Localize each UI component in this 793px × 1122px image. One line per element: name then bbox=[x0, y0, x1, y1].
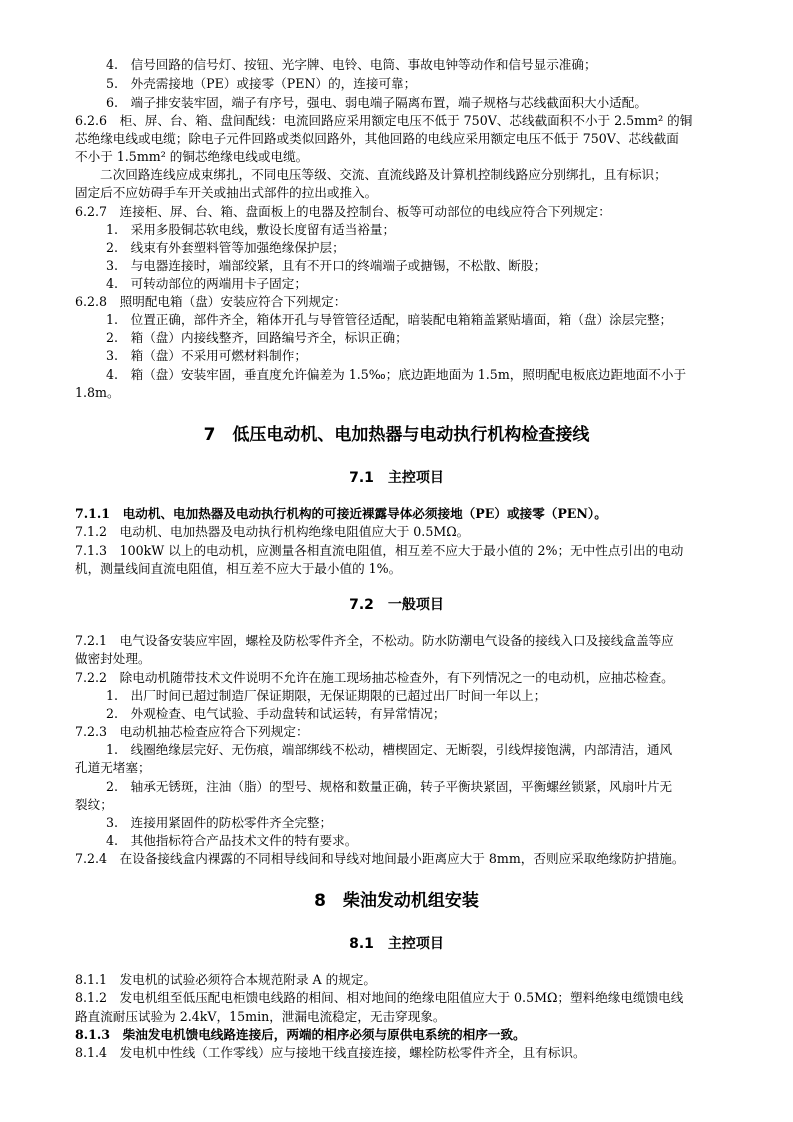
text-line: 6.2.7 连接柜、屏、台、箱、盘面板上的电器及控制台、板等可动部位的电线应符合下列规定： bbox=[75, 204, 611, 219]
text-line: 2. 轴承无锈斑，注油（脂）的型号、规格和数量正确，转子平衡块紧固，平衡螺丝锁紧，风扇叶片无 bbox=[106, 779, 673, 794]
text-line: 芯绝缘电线或电缆；除电子元件回路或类似回路外，其他回路的电线应采用额定电压不低于 750V、芯线截面 bbox=[75, 131, 679, 146]
text-line: 5. 外壳需接地（PE）或接零（PEN）的，连接可靠； bbox=[106, 76, 417, 91]
text-line: 6.2.8 照明配电箱（盘）安装应符合下列规定： bbox=[75, 294, 347, 309]
text-line: 7.2.2 除电动机随带技术文件说明不允许在施工现场抽芯检查外，有下列情况之一的电动机，应抽芯检查。 bbox=[75, 670, 674, 685]
text-line: 1.8m。 bbox=[75, 385, 120, 400]
text-line: 4. 箱（盘）安装牢固，垂直度允许偏差为 1.5‰；底边距地面为 1.5m，照明配电板底边距地面不小于 bbox=[106, 367, 687, 382]
text-line: 3. 与电器连接时，端部绞紧，且有不开口的终端端子或搪锡，不松散、断股； bbox=[106, 258, 547, 273]
text-line: 7.2.3 电动机抽芯检查应符合下列规定： bbox=[75, 724, 309, 739]
text-line: 7.1.3 100kW 以上的电动机，应测量各相直流电阻值，相互差不应大于最小值的 2%；无中性点引出的电动 bbox=[75, 543, 684, 558]
text-line: 1. 线圈绝缘层完好、无伤痕，端部绑线不松动，槽楔固定、无断裂，引线焊接饱满，内部清洁，通风 bbox=[106, 742, 673, 757]
text-line: 裂纹； bbox=[75, 797, 113, 812]
text-line: 8.1.1 发电机的试验必须符合本规范附录 A 的规定。 bbox=[75, 972, 377, 987]
text-line: 1. 出厂时间已超过制造厂保证期限，无保证期限的已超过出厂时间一年以上； bbox=[106, 688, 547, 703]
section-7-title: 7 低压电动机、电加热器与电动执行机构检查接线 bbox=[203, 425, 590, 445]
text-line: 4. 可转动部位的两端用卡子固定； bbox=[106, 276, 307, 291]
text-line: 孔道无堵塞； bbox=[75, 760, 151, 775]
text-line: 7.1.1 电动机、电加热器及电动执行机构的可接近裸露导体必须接地（PE）或接零（PEN）。 bbox=[75, 506, 607, 521]
text-line: 2. 外观检查、电气试验、手动盘转和试运转，有异常情况； bbox=[106, 706, 446, 721]
text-line: 固定后不应妨碍手车开关或抽出式部件的拉出或推入。 bbox=[75, 185, 378, 200]
text-line: 不小于 1.5mm² 的铜芯绝缘电线或电缆。 bbox=[75, 149, 309, 164]
text-line: 8.1.2 发电机组至低压配电柜馈电线路的相间、相对地间的绝缘电阻值应大于 0.5MΩ；塑料绝缘电缆馈电线 bbox=[75, 990, 684, 1005]
text-line: 7.2.4 在设备接线盒内裸露的不同相导线间和导线对地间最小距离应大于 8mm，否则应采取绝缘防护措施。 bbox=[75, 851, 685, 866]
text-line: 2. 线束有外套塑料管等加强绝缘保护层； bbox=[106, 240, 345, 255]
text-line: 3. 箱（盘）不采用可燃材料制作； bbox=[106, 348, 307, 363]
text-line: 1. 位置正确，部件齐全，箱体开孔与导管管径适配，暗装配电箱箱盖紧贴墙面，箱（盘）涂层完整； bbox=[106, 312, 673, 327]
text-line: 2. 箱（盘）内接线整齐，回路编号齐全，标识正确； bbox=[106, 330, 408, 345]
text-line: 8.1.4 发电机中性线（工作零线）应与接地干线直接连接，螺栓防松零件齐全，且有标识。 bbox=[75, 1045, 586, 1060]
text-line: 路直流耐压试验为 2.4kV，15min，泄漏电流稳定，无击穿现象。 bbox=[75, 1009, 446, 1024]
text-line: 1. 采用多股铜芯软电线，敷设长度留有适当裕量； bbox=[106, 222, 396, 237]
text-line: 3. 连接用紧固件的防松零件齐全完整； bbox=[106, 815, 333, 830]
section-7-1-title: 7.1 主控项目 bbox=[349, 470, 444, 486]
text-line: 7.2.1 电气设备安装应牢固，螺栓及防松零件齐全，不松动。防水防潮电气设备的接线入口及接线盒盖等应 bbox=[75, 633, 674, 648]
text-line: 7.1.2 电动机、电加热器及电动执行机构绝缘电阻值应大于 0.5MΩ。 bbox=[75, 524, 470, 539]
text-line: 4. 信号回路的信号灯、按钮、光字牌、电铃、电筒、事故电钟等动作和信号显示准确； bbox=[106, 57, 597, 72]
text-line: 8.1.3 柴油发电机馈电线路连接后，两端的相序必须与原供电系统的相序一致。 bbox=[75, 1027, 526, 1042]
text-line: 6.2.6 柜、屏、台、箱、盘间配线：电流回路应采用额定电压不低于 750V、芯线截面积不小于 2.5mm² 的铜 bbox=[75, 113, 693, 128]
section-8-1-title: 8.1 主控项目 bbox=[349, 936, 444, 952]
section-7-2-title: 7.2 一般项目 bbox=[349, 597, 444, 613]
text-line: 机，测量线间直流电阻值，相互差不应大于最小值的 1%。 bbox=[75, 561, 402, 576]
text-line: 6. 端子排安装牢固，端子有序号，强电、弱电端子隔离布置，端子规格与芯线截面积大小适配。 bbox=[106, 95, 647, 110]
text-line: 二次回路连线应成束绑扎，不同电压等级、交流、直流线路及计算机控制线路应分别绑扎，且有标识； bbox=[100, 167, 667, 182]
section-8-title: 8 柴油发动机组安装 bbox=[314, 891, 479, 911]
text-line: 做密封处理。 bbox=[75, 651, 151, 666]
text-line: 4. 其他指标符合产品技术文件的特有要求。 bbox=[106, 833, 358, 848]
